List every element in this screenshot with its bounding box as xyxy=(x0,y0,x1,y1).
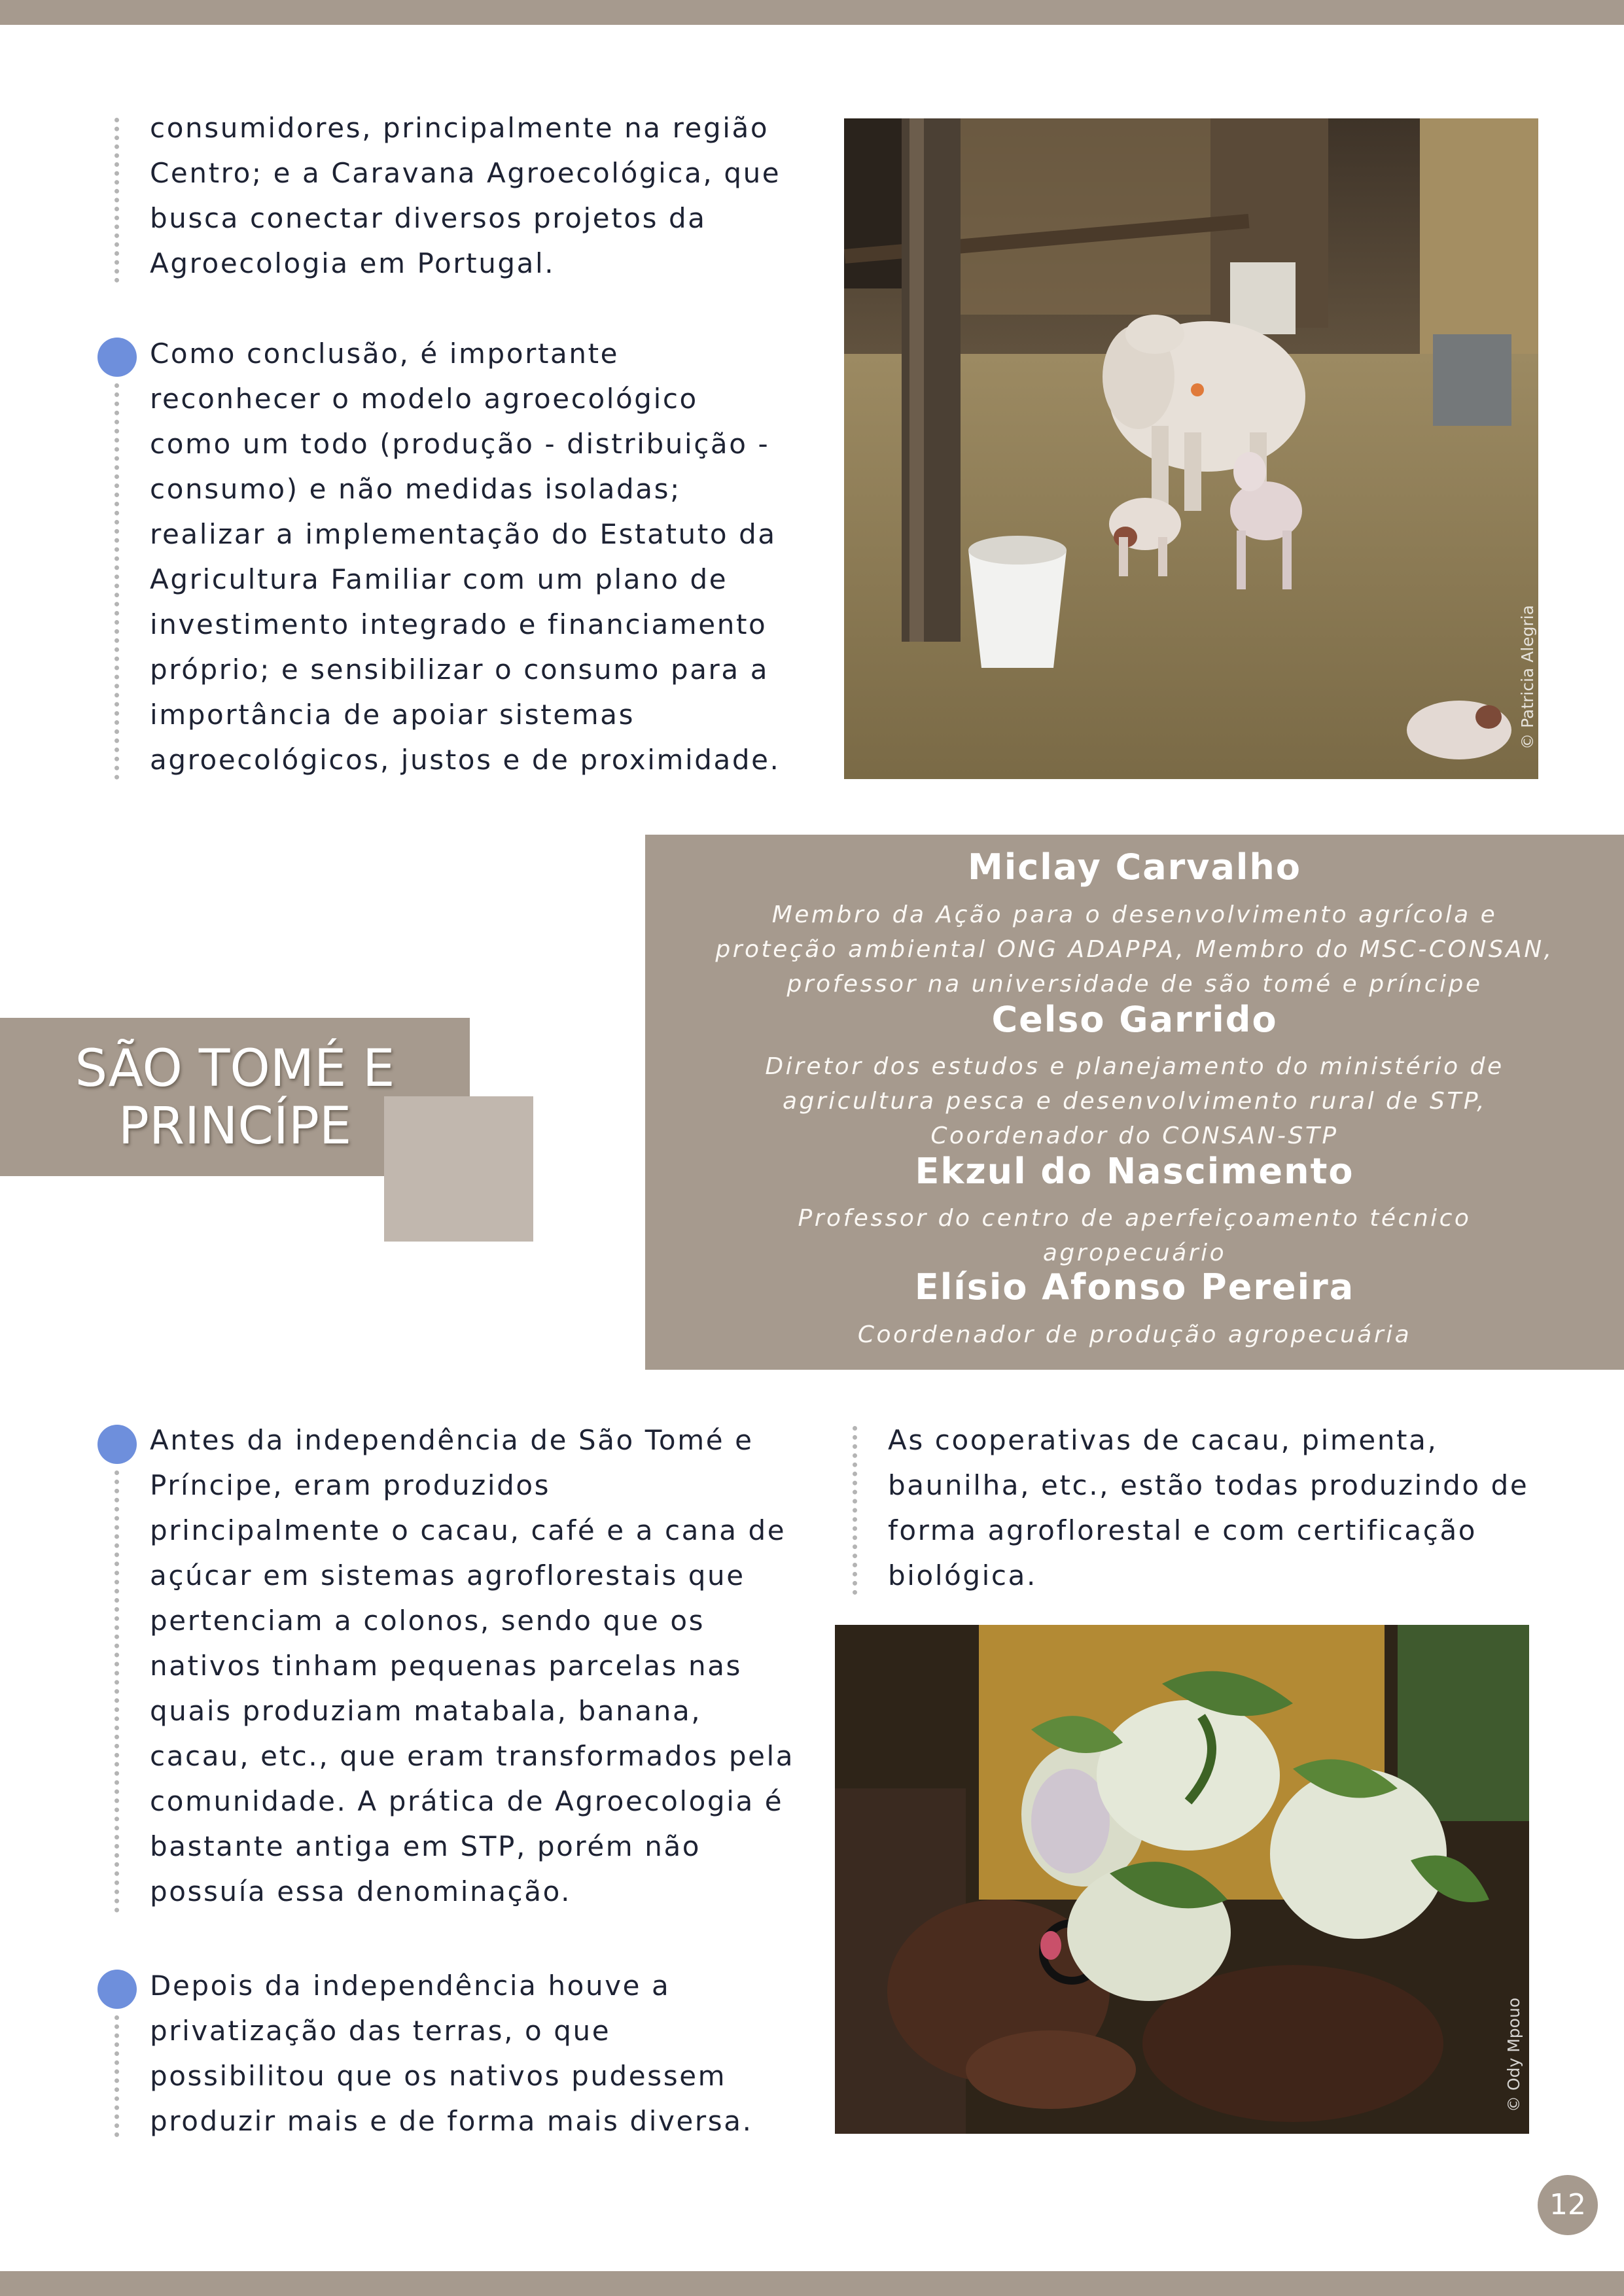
timeline-dots xyxy=(853,1426,857,1595)
speaker-role: Membro da Ação para o desenvolvimento agrícola e proteção ambiental ONG ADAPPA, Membro do MSC-CONSAN, professor na universidade de são tomé e príncipe xyxy=(715,901,1554,998)
photo-credit: © Ody Mpouo xyxy=(1504,1997,1523,2112)
timeline-dots xyxy=(115,383,119,780)
paragraph-continuation: consumidores, principalmente na região Centro; e a Caravana Agroecológica, que busca conectar diversos projetos da Agroecologia em Portugal. xyxy=(150,112,781,279)
sheep-illustration xyxy=(844,118,1538,779)
bottom-band xyxy=(0,2271,1624,2296)
speaker-role: Professor do centro de aperfeiçoamento técnico agropecuário xyxy=(798,1205,1472,1266)
sheep-photo xyxy=(844,118,1538,779)
speaker-name: Miclay Carvalho xyxy=(968,846,1301,888)
bullet-marker xyxy=(97,1970,137,2009)
timeline-dots xyxy=(115,2015,119,2137)
timeline-dots xyxy=(115,1470,119,1913)
bullet-marker xyxy=(97,338,137,377)
section-title: SÃO TOMÉ E PRINCÍPE xyxy=(75,1039,395,1156)
speaker-name: Ekzul do Nascimento xyxy=(915,1151,1354,1192)
speaker-name: Elísio Afonso Pereira xyxy=(914,1266,1355,1308)
timeline-dots xyxy=(115,118,119,283)
eggplant-photo xyxy=(835,1625,1529,2134)
bullet-marker xyxy=(97,1425,137,1464)
speaker-role: Coordenador de produção agropecuária xyxy=(857,1321,1412,1348)
speaker-name: Celso Garrido xyxy=(991,999,1278,1040)
paragraph-cooperatives: As cooperativas de cacau, pimenta, baunilha, etc., estão todas produzindo de forma agroflorestal e com certificação biológica. xyxy=(888,1424,1529,1592)
paragraph-history: Antes da independência de São Tomé e Príncipe, eram produzidos principalmente o cacau, café e a cana de açúcar em sistemas agroflorestais que pertenciam a colonos, sendo que os nativos tinham pequenas parcelas nas quais produziam matabala, banana, cacau, etc., que eram transformados pela comunidade. A prática de Agroecologia é bastante antiga em STP, porém não possuía essa denominação. xyxy=(150,1424,795,1907)
speakers-panel xyxy=(645,835,1624,1370)
paragraph-independence: Depois da independência houve a privatização das terras, o que possibilitou que os nativos pudessem produzir mais e de forma mais diversa. xyxy=(150,1970,753,2137)
eggplant-illustration xyxy=(835,1625,1529,2134)
photo-credit: © Patricia Alegria xyxy=(1518,604,1537,750)
paragraph-conclusion: Como conclusão, é importante reconhecer o modelo agroecológico como um todo (produção - distribuição - consumo) e não medidas isoladas; realizar a implementação do Estatuto da Agricultura Familiar com um plano de investimento integrado e financiamento próprio; e sensibilizar o consumo para a importância de apoiar sistemas agroecológicos, justos e de proximidade. xyxy=(150,338,781,776)
page-number: 12 xyxy=(1538,2175,1598,2235)
top-band xyxy=(0,0,1624,25)
speaker-role: Diretor dos estudos e planejamento do ministério de agricultura pesca e desenvolvimento rural de STP, Coordenador do CONSAN-STP xyxy=(765,1053,1504,1149)
